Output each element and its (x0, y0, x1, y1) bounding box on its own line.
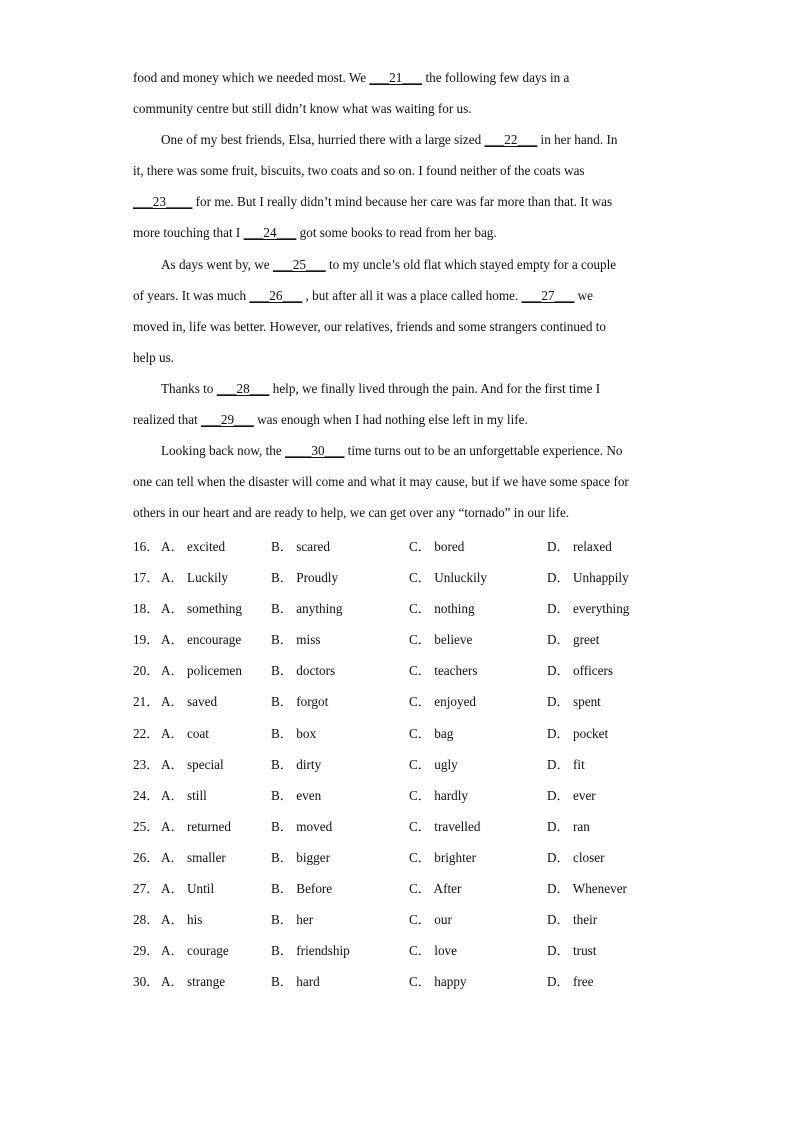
option-b: B． her (271, 912, 314, 928)
question-number: 29． (133, 943, 160, 959)
option-c: C． Unluckily (409, 570, 488, 586)
option-d: D． ever (547, 787, 596, 803)
passage-text: As days went by, we (161, 256, 273, 272)
question-number: 23． (133, 756, 160, 772)
option-c: C． our (409, 912, 452, 928)
question-number: 28． (133, 912, 160, 928)
answer-blank: ___25___ (272, 256, 326, 272)
answer-blank: ___24___ (243, 225, 297, 241)
option-c: C． bored (409, 539, 465, 554)
question-row (133, 966, 693, 997)
answer-blank: ___22___ (484, 132, 538, 148)
answer-blank: ____30___ (285, 443, 345, 459)
option-d: D． officers (547, 663, 614, 679)
option-a: A． policemen (161, 663, 242, 679)
passage-text: , but after all it was a place called home. (302, 287, 522, 303)
answer-blank: ___29___ (201, 412, 254, 428)
option-b: B． even (271, 787, 322, 803)
option-b: B． moved (271, 818, 333, 834)
option-c: C． nothing (409, 601, 475, 617)
option-b: B． hard (271, 974, 320, 990)
passage-line (133, 435, 663, 466)
option-a: A． returned (161, 818, 231, 834)
option-d: D． closer (547, 849, 605, 865)
question-row (133, 593, 693, 624)
question-row (133, 655, 693, 686)
option-c: C． enjoyed (409, 694, 477, 710)
passage-text: the following few days in a (422, 70, 570, 85)
passage-text: help, we finally lived through the pain. And for the first time I (269, 380, 601, 396)
passage-text: community centre but still didn’t know what was waiting for us. (133, 101, 472, 117)
passage-text: others in our heart and are ready to help, we can get over any “tornado” in our life. (133, 505, 570, 521)
option-d: D． their (547, 912, 598, 928)
question-row (133, 624, 693, 655)
option-a: A． strange (161, 974, 226, 990)
option-d: D． greet (547, 632, 600, 648)
answer-blank: ___26___ (249, 287, 303, 303)
passage-text: of years. It was much (133, 287, 250, 303)
passage-line (133, 373, 663, 404)
passage-text: in her hand. In (537, 132, 618, 148)
question-number: 18． (133, 601, 160, 617)
option-b: B． doctors (271, 663, 336, 679)
passage-line (133, 217, 663, 248)
option-a: A． Until (161, 881, 215, 897)
passage-line (133, 62, 663, 93)
question-number: 27． (133, 881, 160, 897)
option-a: A． still (161, 787, 207, 803)
question-number: 26． (133, 849, 160, 865)
option-a: A． excited (161, 539, 226, 554)
option-d: D． pocket (547, 725, 609, 741)
passage-text: it, there was some fruit, biscuits, two coats and so on. I found neither of the coats was (133, 163, 585, 179)
passage-line (133, 342, 663, 373)
option-a: A． smaller (161, 849, 226, 865)
option-d: D． spent (547, 694, 601, 710)
question-row (133, 780, 693, 811)
passage-text: got some books to read from her bag. (296, 225, 497, 241)
option-b: B． miss (271, 632, 321, 648)
option-d: D． everything (547, 601, 630, 617)
question-options (133, 531, 693, 997)
option-a: A． courage (161, 943, 229, 959)
option-b: B． friendship (271, 943, 350, 959)
option-a: A． something (161, 601, 242, 617)
option-b: B． Before (271, 881, 333, 897)
option-a: A． coat (161, 725, 209, 741)
passage-text: we (574, 287, 593, 303)
question-number: 21． (133, 694, 160, 710)
passage-text: moved in, life was better. However, our relatives, friends and some strangers continued to (133, 318, 606, 334)
passage-text: to my uncle’s old flat which stayed empty for a couple (325, 256, 617, 272)
option-c: C． brighter (409, 849, 477, 865)
passage-text: for me. But I really didn’t mind because her care was far more than that. It was (192, 194, 613, 210)
question-row (133, 749, 693, 780)
passage-line (133, 155, 663, 186)
option-c: C． bag (409, 725, 454, 741)
question-row (133, 904, 693, 935)
option-c: C． believe (409, 632, 473, 648)
option-b: B． bigger (271, 849, 330, 865)
passage-text: one can tell when the disaster will come and what it may cause, but if we have some space for (133, 474, 629, 490)
question-row (133, 531, 693, 562)
option-a: A． saved (161, 694, 218, 710)
option-d: D． free (547, 974, 594, 990)
option-a: A． his (161, 912, 203, 928)
answer-blank: ___23____ (133, 194, 193, 210)
passage-line (133, 280, 663, 311)
question-number: 19． (133, 632, 160, 648)
passage-line (133, 93, 663, 124)
answer-blank: ___27___ (521, 287, 575, 303)
option-d: D． Whenever (547, 881, 627, 897)
passage-text: One of my best friends, Elsa, hurried there with a large sized (161, 132, 485, 148)
option-c: C． ugly (409, 756, 458, 772)
option-c: C． love (409, 943, 457, 959)
option-d: D． fit (547, 756, 585, 772)
answer-blank: ___21___ (369, 70, 423, 85)
question-row (133, 811, 693, 842)
option-b: B． dirty (271, 756, 322, 772)
question-row (133, 873, 693, 904)
passage-text: more touching that I (133, 225, 244, 241)
option-b: B． Proudly (271, 570, 339, 586)
option-c: C． teachers (409, 663, 478, 679)
passage-line (133, 497, 663, 528)
question-number: 24． (133, 787, 160, 803)
passage-text: Thanks to (161, 380, 217, 396)
question-number: 17． (133, 570, 160, 586)
passage-line (133, 404, 663, 435)
passage-line (133, 124, 663, 155)
option-d: D． trust (547, 943, 597, 959)
passage-text: time turns out to be an unforgettable experience. No (344, 443, 623, 459)
option-c: C． travelled (409, 818, 481, 834)
option-a: A． special (161, 756, 224, 772)
option-b: B． box (271, 725, 317, 741)
passage-text: food and money which we needed most. We (133, 70, 370, 85)
question-row (133, 686, 693, 717)
option-b: B． forgot (271, 694, 329, 710)
passage-text: Looking back now, the (161, 443, 286, 459)
question-number: 25． (133, 818, 160, 834)
option-b: B． scared (271, 539, 330, 554)
passage-text: help us. (133, 349, 175, 365)
option-a: A． Luckily (161, 570, 229, 586)
passage (133, 62, 663, 528)
question-number: 20． (133, 663, 160, 679)
option-a: A． encourage (161, 632, 242, 648)
option-c: C． happy (409, 974, 467, 990)
question-row (133, 718, 693, 749)
passage-line (133, 466, 663, 497)
passage-line (133, 249, 663, 280)
question-row (133, 562, 693, 593)
option-c: C． After (409, 881, 462, 897)
question-row (133, 842, 693, 873)
answer-blank: ___28___ (216, 380, 270, 396)
option-d: D． ran (547, 818, 590, 834)
question-row (133, 935, 693, 966)
question-number: 16． (133, 539, 160, 554)
option-c: C． hardly (409, 787, 468, 803)
option-d: D． Unhappily (547, 570, 629, 586)
passage-line (133, 311, 663, 342)
option-b: B． anything (271, 601, 343, 617)
passage-line (133, 186, 663, 217)
question-number: 30． (133, 974, 160, 990)
passage-text: was enough when I had nothing else left in my life. (253, 412, 528, 428)
question-number: 22． (133, 725, 160, 741)
option-d: D． relaxed (547, 539, 612, 554)
passage-text: realized that (133, 412, 202, 428)
